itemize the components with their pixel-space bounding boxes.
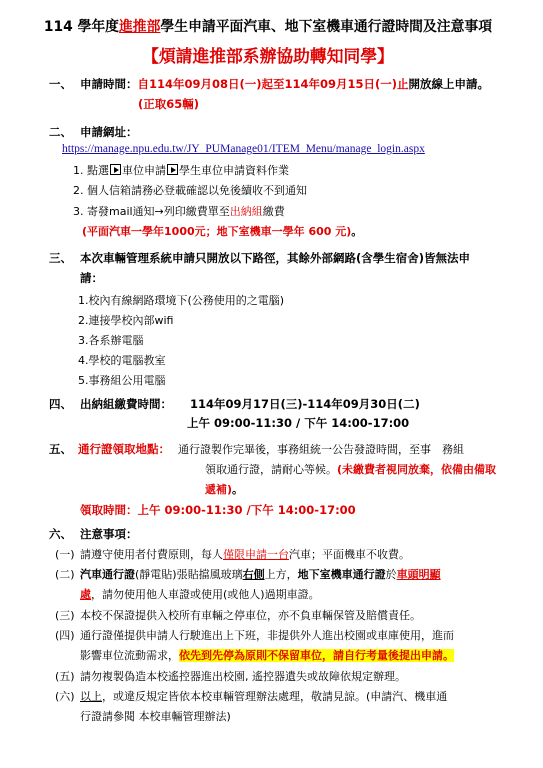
section-5-line-1: 通行證製作完畢後，事務組統一公告發證時間，至事 務組 bbox=[178, 443, 464, 456]
fee-note: (平面汽車一學年1000元；地下室機車一學年 600 元)。 bbox=[82, 225, 363, 238]
note-2-line-2: 處，請勿使用他人車證或使用(或他人)過期車證。 bbox=[80, 588, 320, 601]
note-6-line-2: 行證請參閱 本校車輛管理辦法) bbox=[80, 710, 231, 723]
page-title: 114 學年度進推部學生申請平面汽車、地下室機車通行證時間及注意事項 bbox=[43, 19, 493, 35]
note-4-line-2: 影響車位流動需求，依先到先停為原則不保留車位，請自行考量後提出申請。 bbox=[80, 649, 454, 662]
note-number: (二) bbox=[55, 568, 75, 581]
application-url-link[interactable]: https://manage.npu.edu.tw/JY_PUManage01/ITEM_Menu/manage_login.aspx bbox=[62, 143, 425, 155]
path-item: 3.各系辦電腦 bbox=[78, 334, 144, 347]
title-highlight: 進推部 bbox=[118, 19, 161, 35]
section-6-label: 注意事項： bbox=[80, 527, 138, 541]
section-3-number: 三、 bbox=[49, 251, 72, 265]
section-2-number: 二、 bbox=[49, 125, 72, 139]
note-4-line-1: 通行證僅提供申請人行駛進出上下班，非提供外人進出校園或車庫使用，進而 bbox=[80, 629, 454, 642]
payment-date: 114年09月17日(三)-114年09月30日(二) bbox=[190, 397, 420, 411]
section-5-label: 通行證領取地點： bbox=[78, 442, 170, 456]
path-item: 5.事務組公用電腦 bbox=[78, 374, 166, 387]
section-1-line: 申請時間：自114年09月08日(一)起至114年09月15日(一)止開放線上申請。 bbox=[80, 77, 490, 91]
step-3: 3. 寄發mail通知→列印繳費單至出納組繳費 bbox=[73, 205, 285, 218]
page-subtitle: 【煩請進推部系辦協助轉知同學】 bbox=[142, 47, 394, 67]
note-number: (一) bbox=[55, 548, 75, 561]
path-item: 2.連接學校內部wifi bbox=[78, 314, 174, 327]
quota: (正取65輛) bbox=[138, 97, 200, 111]
section-5-number: 五、 bbox=[49, 442, 72, 456]
play-icon bbox=[167, 164, 178, 175]
section-5-line-3: 遞補)。 bbox=[205, 483, 244, 496]
note-2-line-1: 汽車通行證(靜電貼)張貼擋風玻璃右側上方，地下室機車通行證於車頭明顯 bbox=[80, 568, 441, 581]
note-1: 請遵守使用者付費原則，每人僅限申請一台汽車；平面機車不收費。 bbox=[80, 548, 410, 561]
section-4-number: 四、 bbox=[49, 397, 72, 411]
note-5: 請勿複製偽造本校遙控器進出校園, 遙控器遺失或故障依規定辦理。 bbox=[80, 670, 406, 683]
pickup-time: 領取時間：上午 09:00-11:30 /下午 14:00-17:00 bbox=[80, 503, 356, 517]
section-3-line-1: 本次車輛管理系統申請只開放以下路徑，其餘外部網路(含學生宿舍)皆無法申 bbox=[80, 251, 471, 265]
note-number: (三) bbox=[55, 609, 75, 622]
section-6-number: 六、 bbox=[49, 527, 72, 541]
note-number: (五) bbox=[55, 670, 75, 683]
step-1: 1. 點選 車位申請 學生車位申請資料作業 bbox=[73, 164, 289, 177]
step-2: 2. 個人信箱請務必登載確認以免後續收不到通知 bbox=[73, 184, 307, 197]
path-item: 1.校內有線網路環境下(公務使用的之電腦) bbox=[78, 294, 285, 307]
path-item: 4.學校的電腦教室 bbox=[78, 354, 166, 367]
note-number: (四) bbox=[55, 629, 75, 642]
section-3-line-2: 請： bbox=[80, 271, 103, 285]
note-3: 本校不保證提供入校所有車輛之停車位，亦不負車輛保管及賠償責任。 bbox=[80, 609, 421, 622]
highlighted-warning: 依先到先停為原則不保留車位，請自行考量後提出申請。 bbox=[179, 649, 454, 662]
section-5-line-2: 領取通行證，請耐心等候。(未繳費者視同放棄，依備由備取 bbox=[205, 463, 497, 476]
play-icon bbox=[110, 164, 121, 175]
section-4-label: 出納組繳費時間： bbox=[80, 397, 172, 411]
note-number: (六) bbox=[55, 690, 75, 703]
note-6-line-1: 以上，或違反規定皆依本校車輛管理辦法處理，敬請見諒。(申請汽、機車通 bbox=[80, 690, 448, 703]
payment-time: 上午 09:00-11:30 / 下午 14:00-17:00 bbox=[187, 416, 410, 430]
section-2-label: 申請網址： bbox=[80, 125, 138, 139]
section-1-number: 一、 bbox=[49, 77, 72, 91]
